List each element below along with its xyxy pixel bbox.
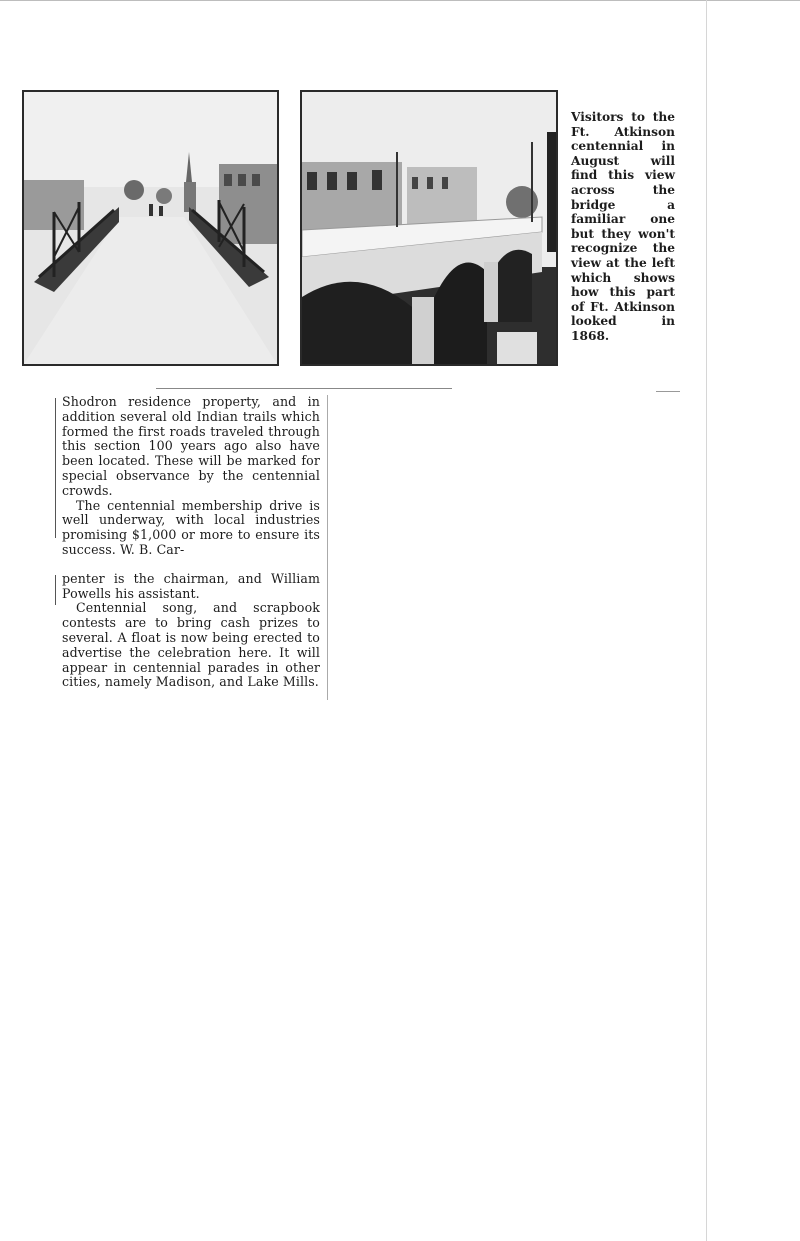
- photo-caption: [571, 110, 675, 344]
- article-paragraph-3: penter is the chairman, and William Powells his assistant.: [62, 570, 320, 601]
- column-bar-left: [55, 398, 56, 538]
- column-bar-right: [327, 395, 328, 700]
- bridge-modern-illustration: [302, 92, 556, 364]
- separator-rule-left: [156, 388, 452, 389]
- scan-edge-top: [0, 0, 800, 1]
- article-paragraph-1: Shodron residence property, and in addition several old Indian trails which formed the first roads traveled through this section 100 years ago also have been located. These will be marked for special observance by the centennial crowds.: [62, 394, 320, 498]
- article-column: [62, 395, 320, 690]
- separator-rule-right: [656, 391, 680, 392]
- column-bar-left-lower: [55, 575, 56, 605]
- photo-bridge-1868: [22, 90, 279, 366]
- article-paragraph-4: Centennial song, and scrapbook contests are to bring cash prizes to several. A float is now being erected to advertise the celebration here. It will appear in centennial parades in other cities, namely Madison, and Lake Mills.: [62, 600, 320, 690]
- scan-edge-right: [706, 0, 707, 1241]
- photo-bridge-modern: [300, 90, 558, 366]
- caption-text: Visitors to the Ft. Atkinson centennial in August will find this view across the bridge a familiar one but they won't recognize the view at the left which shows how this part of Ft. Atkinson looked in 1868.: [571, 110, 675, 343]
- bridge-1868-illustration: [24, 92, 277, 364]
- article-paragraph-2: The centennial membership drive is well underway, with local industries promising $1,000 or more to ensure its success. W. B. Car-: [62, 497, 320, 557]
- column-gap: [62, 558, 320, 572]
